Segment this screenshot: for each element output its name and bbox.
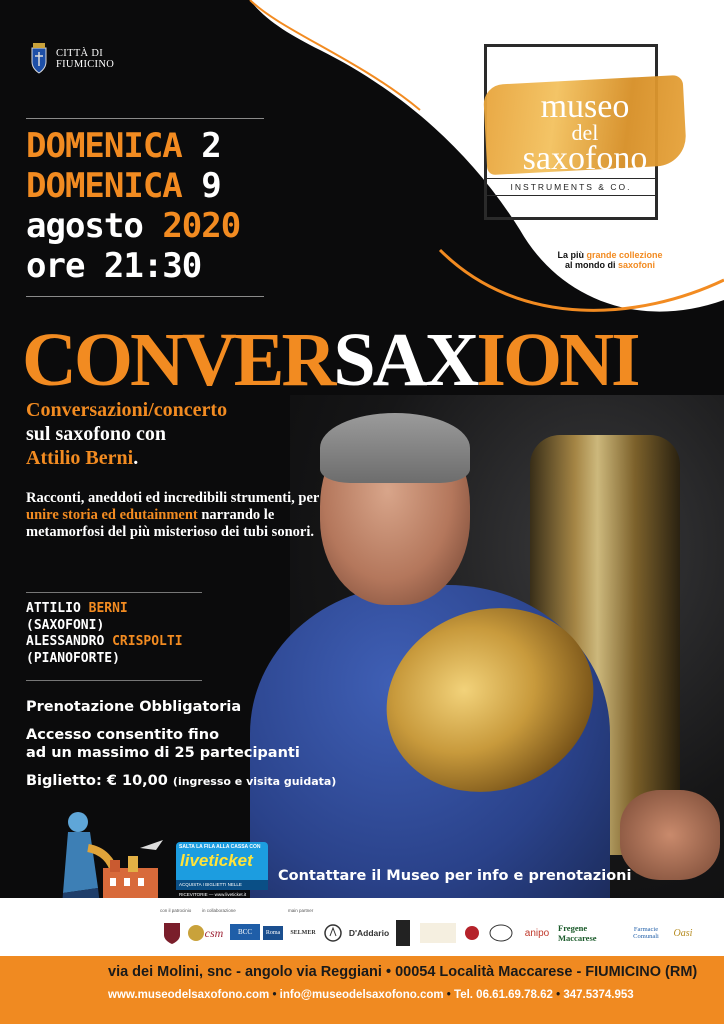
- date-line-2: [26, 166, 221, 206]
- sponsor-anipo: anipo: [524, 927, 550, 939]
- city-name: [56, 48, 114, 70]
- liveticket-logo: liveticket: [180, 851, 253, 870]
- sponsor-daddario: D'Addario: [348, 928, 390, 938]
- liveticket-bottom-text: ACQUISTA I BIGLIETTI NELLE RICEVITORIE — www.liveticket.it: [176, 880, 268, 890]
- month: agosto: [26, 206, 143, 246]
- day1-number: 2: [201, 126, 221, 166]
- city-crest-icon: [28, 42, 50, 76]
- tag-line2-b: saxofoni: [617, 260, 655, 270]
- sponsor-music-logo-icon: [322, 920, 344, 946]
- desc-part-a: Racconti, aneddoti ed incredibili strumenti, per: [26, 490, 320, 506]
- sponsor-csm: csm: [204, 925, 224, 940]
- subtitle-artist: Attilio Berni: [26, 447, 134, 469]
- city-name-line2: FIUMICINO: [56, 59, 115, 70]
- footer-email-link[interactable]: info@museodelsaxofono.com: [279, 989, 444, 1001]
- sponsor-fregene-maccarese: Fregene Maccarese: [558, 923, 597, 943]
- subtitle-period: .: [133, 447, 139, 469]
- desc-part-c: narrando le metamorfosi del più misterioso dei tubi sonori.: [26, 507, 314, 540]
- divider-performers-bottom: [26, 680, 202, 681]
- musician-hair: [320, 413, 470, 483]
- booking-required: Prenotazione Obbligatoria: [26, 699, 242, 715]
- sponsor-oasi: Oasi: [673, 927, 693, 939]
- city-name-line1: CITTÀ DI: [56, 48, 104, 59]
- caption-main-partner: main partner: [288, 908, 314, 913]
- sponsor-roma: Roma: [263, 926, 283, 940]
- date-line-3: [26, 206, 240, 246]
- contact-text: Contattare il Museo per info e prenotazioni: [278, 868, 632, 884]
- tag-line2-a: al mondo di: [564, 260, 618, 270]
- saxofono-word: saxofono: [522, 140, 648, 177]
- divider-bottom: [26, 296, 264, 297]
- performer-1-role: (SAXOFONI): [26, 617, 105, 633]
- sponsor-bcc: BCC: [230, 924, 260, 940]
- footer: [0, 956, 724, 1024]
- sponsor-red-emblem-icon: [462, 920, 482, 946]
- museo-logo-subtitle: INSTRUMENTS & CO.: [486, 178, 656, 196]
- sponsors-strip: [0, 898, 724, 956]
- performers-list: [26, 601, 183, 667]
- footer-separator-3: •: [552, 989, 564, 1001]
- sponsor-farmacie-comunali: Farmacie Comunali: [633, 926, 659, 940]
- footer-website-link[interactable]: www.museodelsaxofono.com: [108, 989, 270, 1001]
- sponsor-roma-crest-icon: [160, 920, 184, 946]
- subtitle-line2: sul saxofono con: [26, 423, 167, 445]
- title-part2: SAX: [333, 318, 477, 402]
- sponsor-beige-logo-icon: [420, 923, 456, 943]
- musician-hand: [620, 790, 720, 880]
- caption-collaborazione: in collaborazione: [202, 908, 236, 913]
- performer-2-first: ALESSANDRO: [26, 634, 113, 649]
- performer-1-first: ATTILIO: [26, 601, 89, 616]
- event-time: ore 21:30: [26, 246, 202, 286]
- desc-part-b: unire storia ed edutainment: [26, 507, 198, 523]
- footer-separator-1: •: [269, 989, 280, 1001]
- divider-top: [26, 118, 264, 119]
- title-part1: CONVER: [22, 318, 334, 402]
- tag-line1-b: grande collezione: [586, 250, 663, 260]
- footer-phone[interactable]: Tel. 06.61.69.78.62: [454, 989, 553, 1001]
- del-word: del: [571, 120, 599, 145]
- footer-address: via dei Molini, snc - angolo via Reggiani • 00054 Località Maccarese - FIUMICINO (RM): [108, 964, 698, 980]
- event-subtitle: [26, 398, 227, 470]
- title-part3: IONI: [476, 318, 638, 402]
- performer-1: [26, 601, 183, 618]
- sponsor-vertical-logo-icon: [396, 920, 410, 946]
- sponsor-round-badge-icon: [486, 920, 516, 946]
- divider-performers-top: [26, 592, 202, 593]
- performer-2-last: CRISPOLTI: [112, 634, 183, 649]
- access-line2: ad un massimo di 25 partecipanti: [26, 745, 300, 761]
- footer-separator-2: •: [443, 989, 455, 1001]
- access-line1: Accesso consentito fino: [26, 727, 220, 743]
- ticket-note: (ingresso e visita guidata): [172, 775, 337, 788]
- tag-line1-a: La più: [557, 250, 587, 260]
- day2-label: DOMENICA: [26, 166, 182, 206]
- performer-1-last: BERNI: [88, 601, 128, 616]
- museo-tagline: [540, 250, 680, 270]
- sponsor-selmer: SELMER: [290, 930, 316, 936]
- subtitle-line1: Conversazioni/concerto: [26, 399, 228, 421]
- caption-patrocinio: con il patrocinio: [160, 908, 192, 913]
- performer-2-role: (PIANOFORTE): [26, 650, 120, 666]
- museo-logo-title: [490, 88, 680, 177]
- booking-info: [26, 698, 336, 791]
- date-line-1: [26, 126, 221, 166]
- day2-number: 9: [201, 166, 221, 206]
- year: 2020: [162, 206, 241, 246]
- event-title: [22, 318, 638, 402]
- event-description: [26, 490, 326, 541]
- day1-label: DOMENICA: [26, 126, 182, 166]
- musician-photo: [290, 395, 724, 905]
- liveticket-top-text: SALTA LA FILA ALLA CASSA CON: [179, 844, 261, 850]
- city-logo: [28, 42, 114, 76]
- ticket-price: Biglietto: € 10,00: [26, 773, 168, 789]
- liveticket-badge[interactable]: [176, 842, 268, 897]
- footer-mobile[interactable]: 347.5374.953: [563, 989, 634, 1001]
- footer-contacts: [108, 989, 634, 1001]
- museo-word: museo: [540, 88, 630, 125]
- performer-2: [26, 634, 183, 651]
